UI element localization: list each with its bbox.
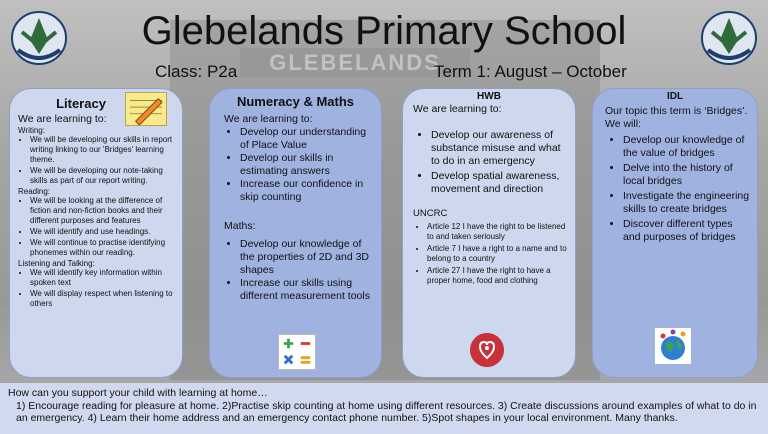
writing-heading: Writing: [18, 126, 45, 135]
uncrc-heading: UNCRC [413, 208, 448, 219]
idl-intro: Our topic this term is ‘Bridges’. [605, 105, 748, 117]
hwb-heart-icon [470, 333, 504, 367]
maths-heading: Maths: [224, 220, 256, 232]
writing-list [10, 135, 182, 186]
home-support-question: How can you support your child with learning at home… [8, 387, 268, 399]
idl-panel [592, 88, 758, 378]
reading-heading: Reading: [18, 187, 51, 196]
list-item: • Develop our knowledge of the value of bridges [623, 134, 751, 160]
hwb-panel [402, 88, 576, 378]
list-item: • We will be developing our note-taking skills as part of our report writing. [30, 166, 176, 186]
class-label: Class: P2a [155, 62, 238, 81]
list-item: • Develop our skills in estimating answers [240, 152, 375, 178]
list-item: • We will display respect when listening to others [30, 289, 176, 309]
list-item: • Develop our awareness of substance misuse and what to do in an emergency [431, 129, 569, 168]
reading-list [10, 196, 182, 258]
list-item: • Discover different types and purposes of bridges [623, 218, 751, 244]
list-item: • Increase our confidence in skip counting [240, 178, 375, 204]
list-item: • Investigate the engineering skills to create bridges [623, 190, 751, 216]
idl-list [593, 134, 757, 244]
list-item: • Increase our skills using different measurement tools [240, 277, 375, 303]
idl-title: IDL [666, 91, 684, 102]
listening-list [10, 268, 182, 309]
idl-intro-2: We will: [605, 118, 641, 130]
literacy-panel [9, 88, 183, 378]
home-support-text: 1) Encourage reading for pleasure at home. 2)Practise skip counting at home using different resources. 3) Create discussions around examples of what to do in an emergency. 4) Learn their home address and an emergency contact phone number. 5)Spot shapes in your local environment. Many thanks. [16, 400, 757, 424]
list-item: • We will continue to practise identifying phonemes within our reading. [30, 238, 176, 258]
globe-icon [655, 328, 691, 364]
hwb-intro: We are learning to: [413, 103, 502, 115]
uncrc-list [403, 222, 575, 286]
background-sign: GLEBELANDS [240, 48, 470, 78]
list-item: • Develop spatial awareness, movement and direction [431, 170, 569, 196]
literacy-intro: We are learning to: [18, 113, 107, 125]
term-label: Term 1: August – October [434, 62, 627, 81]
pencil-notepad-icon [125, 92, 167, 126]
list-item: • We will be looking at the difference of fiction and non-fiction books and their different purposes and features [30, 196, 176, 226]
list-item: • Delve into the history of local bridges [623, 162, 751, 188]
numeracy-intro: We are learning to: [224, 113, 313, 125]
listening-heading: Listening and Talking: [18, 259, 95, 268]
list-item: • Develop our understanding of Place Value [240, 126, 375, 152]
numeracy-title: Numeracy & Maths [236, 94, 355, 109]
list-item: • We will be developing our skills in report writing linking to our 'Bridges' learning theme. [30, 135, 176, 165]
hwb-list [403, 129, 575, 196]
numeracy-list [210, 126, 381, 204]
list-item: • Article 7 I have a right to a name and to belong to a country [427, 244, 569, 264]
hwb-title: HWB [477, 91, 501, 102]
list-item: • We will identify and use headings. [30, 227, 176, 237]
list-item: • Develop our knowledge of the properties of 2D and 3D shapes [240, 238, 375, 277]
home-support-section [0, 383, 768, 434]
literacy-title: Literacy [56, 96, 106, 111]
list-item: • Article 12 I have the right to be listened to and taken seriously [427, 222, 569, 242]
list-item: • Article 27 I have the right to have a proper home, food and clothing [427, 266, 569, 286]
list-item: • We will identify key information within spoken text [30, 268, 176, 288]
maths-list [210, 238, 381, 303]
maths-symbols-icon [278, 334, 316, 370]
page-title: Glebelands Primary School [141, 9, 627, 53]
numeracy-panel [209, 88, 382, 378]
